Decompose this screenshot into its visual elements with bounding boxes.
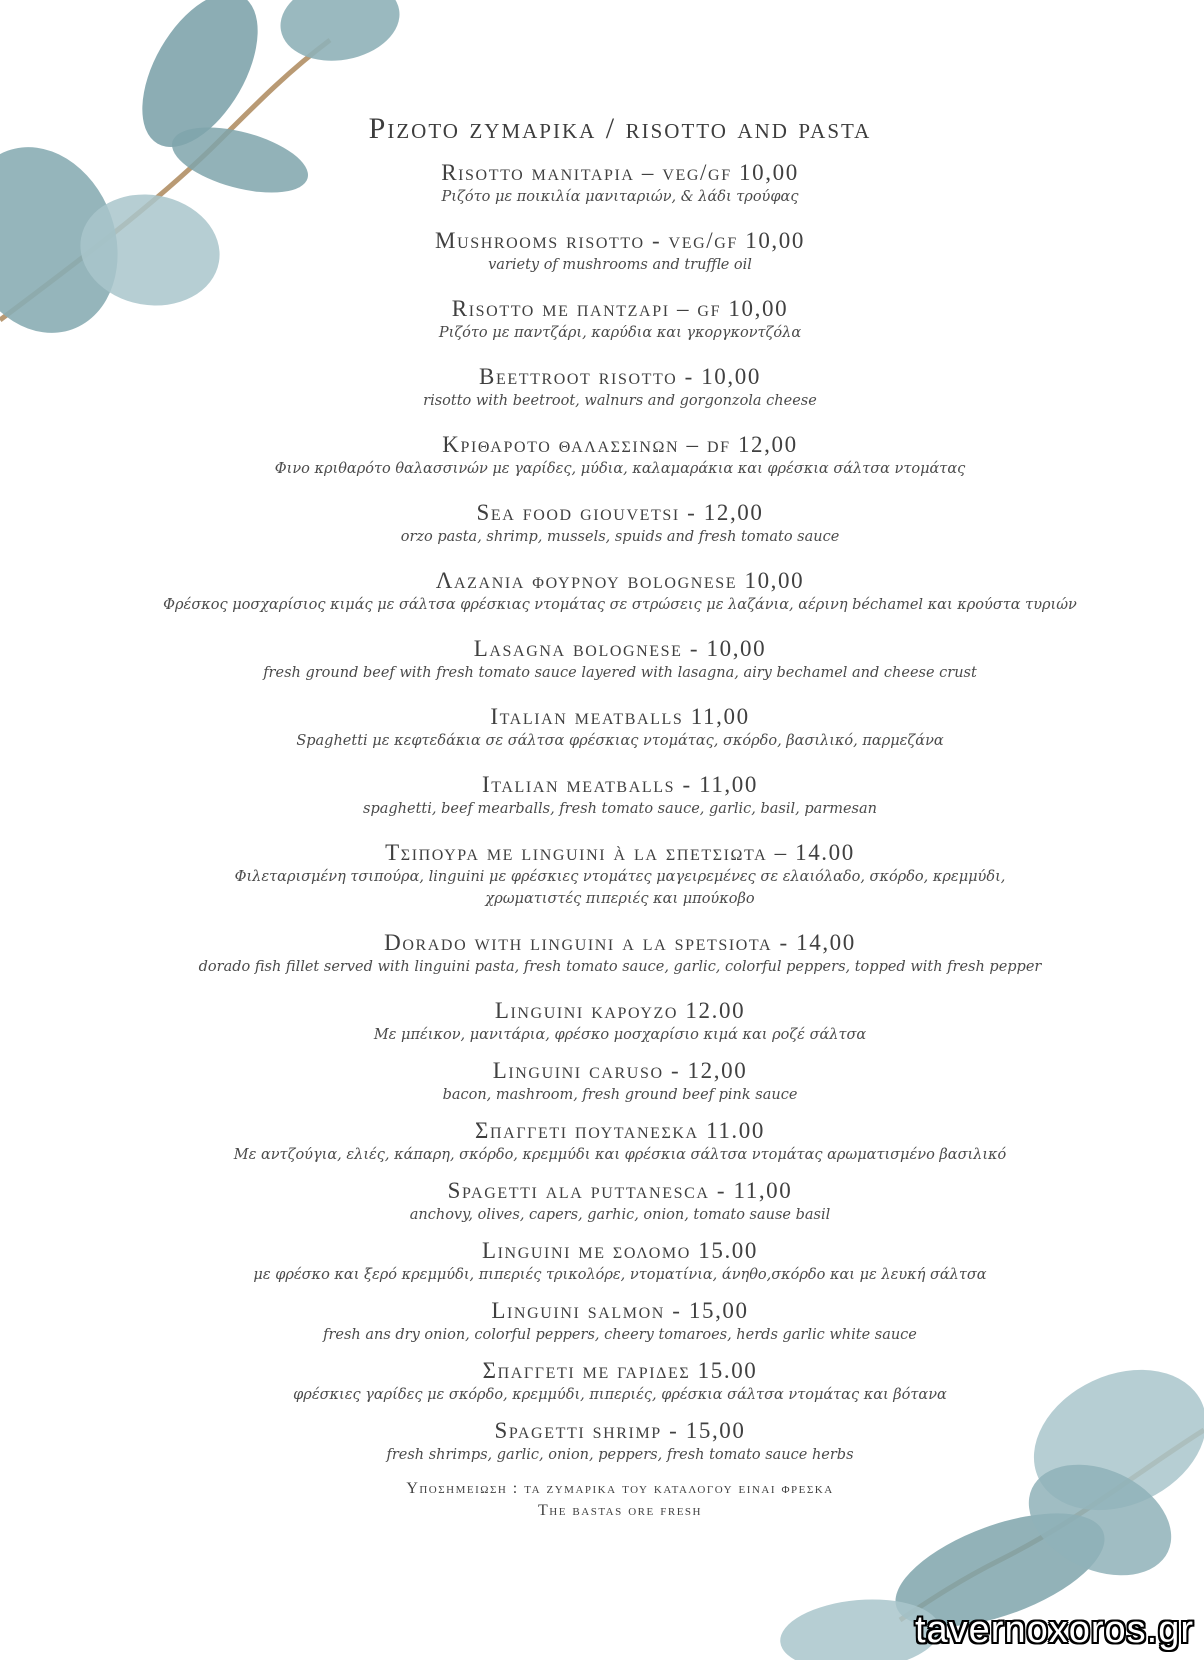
note-line-greek: Υποσημειωση : τα ζυμαρικα του καταλογου ειναι φρεσκα	[406, 1480, 834, 1497]
menu-item-description: Φρέσκος μοσχαρίσιος κιμάς με σάλτσα φρέσκιας ντομάτας σε στρώσεις με λαζάνια, αέρινη béchamel και κρούστα τυριών	[163, 597, 1077, 613]
menu-item	[120, 1118, 1120, 1166]
menu-item-name: Σπαγγετι πουτανεσκα 11.00	[475, 1118, 765, 1143]
menu-item-description: Με αντζούγια, ελιές, κάπαρη, σκόρδο, κρεμμύδι και φρέσκια σάλτσα ντομάτας αρωματισμένο βασιλικό	[233, 1147, 1007, 1163]
leaf	[274, 0, 406, 70]
menu-item	[120, 500, 1120, 548]
menu-item-name: Risotto με παντζαρι – gf 10,00	[451, 296, 789, 321]
watermark: tavernoxoros.gr	[914, 1609, 1194, 1651]
menu-item-name: Λαζανια φουρνου bolognese 10,00	[435, 568, 805, 593]
menu-item-description: Ριζότο με παντζάρι, καρύδια και γκοργκοντζόλα	[438, 325, 802, 341]
menu-note	[120, 1478, 1120, 1522]
menu-item-name: Linguini καρουζο 12.00	[494, 998, 746, 1023]
menu-item	[120, 1358, 1120, 1406]
menu-item	[120, 364, 1120, 412]
menu-item-name: Beettroot risotto - 10,00	[479, 364, 761, 389]
menu-item-name: Mushrooms risotto - veg/gf 10,00	[435, 228, 805, 253]
menu-item-name: Linguini salmon - 15,00	[491, 1298, 749, 1323]
menu-item-description: orzo pasta, shrimp, mussels, spuids and fresh tomato sauce	[400, 529, 840, 545]
menu-item-description: Φιλεταρισμένη τσιπούρα, linguini με φρέσκιες ντομάτες μαγειρεμένες σε ελαιόλαδο, σκόρδο, κρεμμύδι,	[234, 869, 1006, 885]
menu-item	[120, 1178, 1120, 1226]
menu-item	[120, 772, 1120, 820]
menu-items	[120, 160, 1120, 1466]
menu-item	[120, 432, 1120, 480]
menu-item	[120, 228, 1120, 276]
menu-item	[120, 160, 1120, 208]
menu-item	[120, 1238, 1120, 1286]
menu-item-description: fresh ground beef with fresh tomato sauce layered with lasagna, airy bechamel and cheese crust	[263, 665, 977, 681]
menu-item-description: Φινο κριθαρότο θαλασσινών με γαρίδες, μύδια, καλαμαράκια και φρέσκια σάλτσα ντομάτας	[274, 461, 966, 477]
menu-item-description: bacon, mashroom, fresh ground beef pink sauce	[442, 1087, 798, 1103]
menu-item-description: spaghetti, beef mearballs, fresh tomato sauce, garlic, basil, parmesan	[363, 801, 877, 817]
menu-item-name: Linguini με σολομο 15.00	[481, 1238, 759, 1263]
menu-item-description: anchovy, olives, capers, garhic, onion, tomato sause basil	[409, 1207, 831, 1223]
menu-item	[120, 930, 1120, 978]
menu-item	[120, 998, 1120, 1046]
menu-item-description: Spaghetti με κεφτεδάκια σε σάλτσα φρέσκιας ντομάτας, σκόρδο, βασιλικό, παρμεζάνα	[296, 733, 944, 749]
menu-item	[120, 840, 1120, 910]
menu-item-description: Με μπέικον, μανιτάρια, φρέσκο μοσχαρίσιο κιμά και ροζέ σάλτσα	[373, 1027, 867, 1043]
menu-item-name: Τσιπουρα με linguini à la σπετσιωτα – 14.00	[385, 840, 855, 865]
menu-page	[120, 112, 1120, 1522]
menu-item	[120, 568, 1120, 616]
menu-item-name: Sea food giouvetsi - 12,00	[476, 500, 764, 525]
menu-item-name: Κριθαροτο θαλασσινων – df 12,00	[442, 432, 798, 457]
menu-item-description: variety of mushrooms and truffle oil	[488, 257, 752, 273]
menu-item	[120, 1418, 1120, 1466]
menu-item-name: Lasagna bolognese - 10,00	[473, 636, 767, 661]
menu-item-description: fresh ans dry onion, colorful peppers, cheery tomaroes, herds garlic white sauce	[323, 1327, 917, 1343]
menu-item	[120, 704, 1120, 752]
menu-item	[120, 636, 1120, 684]
menu-item-description: dorado fish fillet served with linguini pasta, fresh tomato sauce, garlic, colorful peppers, topped with fresh pepper	[198, 959, 1042, 975]
menu-item-name: Risotto manitapia – veg/gf 10,00	[441, 160, 799, 185]
menu-item-name: Italian meatballs - 11,00	[482, 772, 758, 797]
menu-item	[120, 1058, 1120, 1106]
menu-item-description: χρωματιστές πιπεριές και μπούκοβο	[485, 891, 755, 907]
menu-item-name: Spagetti ala puttanesca - 11,00	[447, 1178, 793, 1203]
menu-item-name: Linguini caruso - 12,00	[492, 1058, 748, 1083]
menu-item-name: Σπαγγετι με γαριδες 15.00	[482, 1358, 758, 1383]
menu-item-description: με φρέσκο και ξερό κρεμμύδι, πιπεριές τρικολόρε, ντοματίνια, άνηθο,σκόρδο και με λευκή σάλτσα	[253, 1267, 987, 1283]
menu-item	[120, 1298, 1120, 1346]
menu-item-description: risotto with beetroot, walnurs and gorgonzola cheese	[423, 393, 817, 409]
menu-title: Pizoto zymapika / risotto and pasta	[368, 112, 872, 145]
menu-item-description: Ριζότο με ποικιλία μανιταριών, & λάδι τρούφας	[441, 189, 799, 205]
menu-item	[120, 296, 1120, 344]
menu-item-description: φρέσκιες γαρίδες με σκόρδο, κρεμμύδι, πιπεριές, φρέσκια σάλτσα ντομάτας και βότανα	[293, 1387, 947, 1403]
menu-item-name: Dorado with linguini a la spetsiota - 14,00	[384, 930, 856, 955]
menu-item-name: Spagetti shrimp - 15,00	[494, 1418, 746, 1443]
note-line-english: The bastas ore fresh	[538, 1502, 702, 1519]
menu-item-description: fresh shrimps, garlic, onion, peppers, fresh tomato sauce herbs	[386, 1447, 854, 1463]
menu-item-name: Italian meatballs 11,00	[490, 704, 750, 729]
